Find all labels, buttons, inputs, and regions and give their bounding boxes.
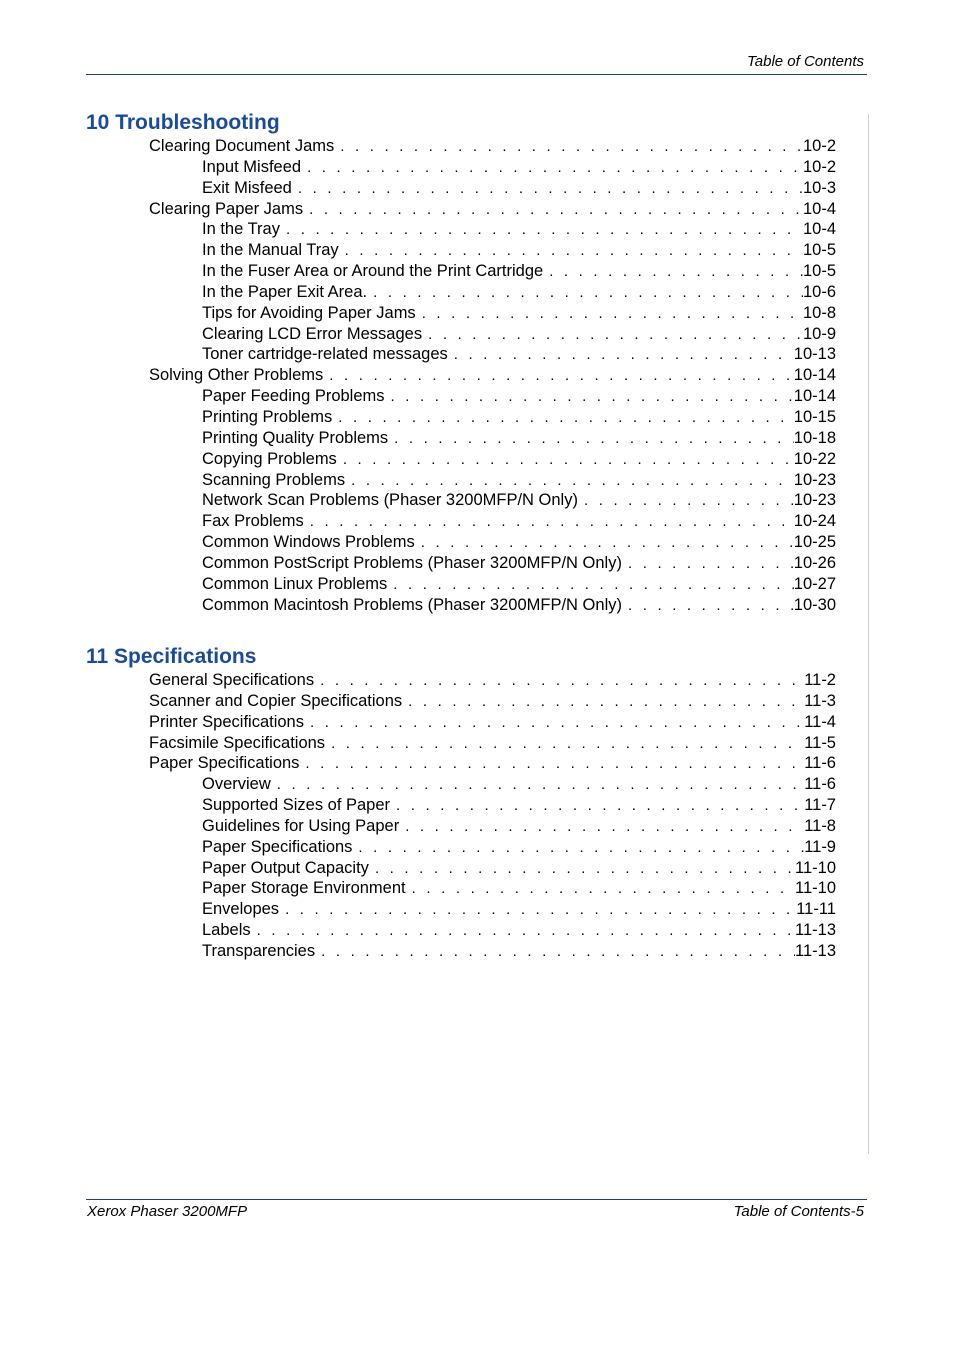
toc-entry-page: 10-22 xyxy=(793,449,836,468)
toc-entry-title: Scanner and Copier Specifications xyxy=(149,691,403,710)
toc-entry[interactable] xyxy=(86,712,836,733)
dot-leader xyxy=(391,387,794,408)
toc-entry-page: 11-13 xyxy=(795,921,836,940)
dot-leader xyxy=(412,879,795,900)
dot-leader xyxy=(422,304,803,325)
toc-entry-page: 10-18 xyxy=(793,428,836,447)
dot-leader xyxy=(345,241,803,262)
toc-entry[interactable] xyxy=(86,532,836,553)
toc-entry-page: 10-14 xyxy=(793,387,836,406)
toc-entry[interactable] xyxy=(86,941,836,962)
dot-leader xyxy=(343,450,794,471)
toc-entry[interactable] xyxy=(86,449,836,470)
toc-entry-page: 11-9 xyxy=(804,837,836,856)
toc-entry[interactable] xyxy=(86,178,836,199)
toc-entry-title: Input Misfeed xyxy=(202,157,302,176)
toc-entry-page: 10-23 xyxy=(793,491,836,510)
toc-entry[interactable] xyxy=(86,691,836,712)
toc-entry-title: Paper Feeding Problems xyxy=(202,387,385,406)
toc-entry-page: 11-13 xyxy=(795,941,836,960)
toc-entry-page: 10-4 xyxy=(802,220,836,239)
toc-entry-title: Common PostScript Problems (Phaser 3200MFP/N Only) xyxy=(202,553,622,572)
toc-entry-page: 10-24 xyxy=(793,512,836,531)
toc-entry-title: In the Tray xyxy=(202,220,280,239)
dot-leader xyxy=(628,596,794,617)
toc-entry-page: 10-30 xyxy=(793,595,836,614)
toc-entry[interactable] xyxy=(86,920,836,941)
toc-entry-page: 10-25 xyxy=(793,533,836,552)
toc-entry[interactable] xyxy=(86,816,836,837)
toc-entry-page: 11-3 xyxy=(804,691,836,710)
footer-page-number: Table of Contents-5 xyxy=(733,1203,864,1220)
toc-list xyxy=(86,670,836,962)
toc-entry-title: Common Linux Problems xyxy=(202,574,388,593)
toc-entry-page: 11-4 xyxy=(804,712,836,731)
toc-entry-page: 11-6 xyxy=(804,754,836,773)
toc-entry-title: Transparencies xyxy=(202,941,316,960)
dot-leader xyxy=(394,429,794,450)
toc-entry[interactable] xyxy=(86,595,836,616)
toc-entry[interactable] xyxy=(86,511,836,532)
toc-entry[interactable] xyxy=(86,261,836,282)
section-specifications xyxy=(86,644,836,962)
running-header: Table of Contents xyxy=(746,53,864,70)
toc-entry-title: Printing Quality Problems xyxy=(202,428,389,447)
toc-entry-title: In the Paper Exit Area. xyxy=(202,282,368,301)
dot-leader xyxy=(305,754,804,775)
dot-leader xyxy=(375,859,795,880)
dot-leader xyxy=(373,283,803,304)
toc-entry[interactable] xyxy=(86,282,836,303)
margin-rule xyxy=(868,114,869,1154)
dot-leader xyxy=(396,796,804,817)
toc-entry[interactable] xyxy=(86,407,836,428)
toc-entry-page: 10-9 xyxy=(802,324,836,343)
toc-entry[interactable] xyxy=(86,428,836,449)
dot-leader xyxy=(277,775,804,796)
toc-entry-title: Guidelines for Using Paper xyxy=(202,816,400,835)
toc-entry-title: Facsimile Specifications xyxy=(149,733,326,752)
toc-entry[interactable] xyxy=(86,753,836,774)
toc-entry-title: Printer Specifications xyxy=(149,712,304,731)
toc-entry-page: 10-26 xyxy=(793,553,836,572)
toc-entry[interactable] xyxy=(86,324,836,345)
dot-leader xyxy=(393,575,794,596)
toc-entry[interactable] xyxy=(86,899,836,920)
dot-leader xyxy=(549,262,803,283)
toc-entry-title: Common Windows Problems xyxy=(202,533,415,552)
dot-leader xyxy=(584,491,794,512)
toc-entry[interactable] xyxy=(86,574,836,595)
dot-leader xyxy=(351,471,794,492)
dot-leader xyxy=(338,408,794,429)
toc-entry[interactable] xyxy=(86,858,836,879)
toc-entry-page: 10-5 xyxy=(802,262,836,281)
toc-entry-title: Overview xyxy=(202,775,271,794)
header-divider xyxy=(86,74,867,75)
toc-entry-page: 11-10 xyxy=(795,879,836,898)
dot-leader xyxy=(628,554,794,575)
toc-entry[interactable] xyxy=(86,795,836,816)
toc-entry-page: 11-7 xyxy=(804,796,836,815)
toc-entry-page: 11-8 xyxy=(804,816,836,835)
toc-entry-page: 10-27 xyxy=(793,574,836,593)
toc-entry-page: 10-13 xyxy=(793,345,836,364)
toc-entry[interactable] xyxy=(86,199,836,220)
toc-entry[interactable] xyxy=(86,136,836,157)
toc-entry[interactable] xyxy=(86,774,836,795)
toc-entry-title: Paper Specifications xyxy=(149,754,300,773)
toc-entry-page: 10-2 xyxy=(802,157,836,176)
toc-entry-page: 11-2 xyxy=(804,671,836,689)
toc-entry-title: In the Manual Tray xyxy=(202,241,339,260)
toc-entry-title: Envelopes xyxy=(202,900,280,919)
dot-leader xyxy=(331,734,804,755)
toc-entry-page: 11-5 xyxy=(804,733,836,752)
toc-entry-page: 10-5 xyxy=(802,241,836,260)
dot-leader xyxy=(309,200,803,221)
dot-leader xyxy=(320,671,804,692)
toc-entry[interactable] xyxy=(86,837,836,858)
toc-entry-page: 10-15 xyxy=(793,407,836,426)
toc-entry-page: 10-4 xyxy=(802,199,836,218)
toc-entry-title: Paper Specifications xyxy=(202,837,353,856)
toc-entry[interactable] xyxy=(86,553,836,574)
toc-entry-title: General Specifications xyxy=(149,671,315,689)
toc-entry-title: Toner cartridge-related messages xyxy=(202,345,448,364)
dot-leader xyxy=(454,345,794,366)
toc-entry[interactable] xyxy=(86,219,836,240)
dot-leader xyxy=(358,838,804,859)
toc-entry[interactable] xyxy=(86,157,836,178)
toc-entry-title: Tips for Avoiding Paper Jams xyxy=(202,303,416,322)
dot-leader xyxy=(408,692,804,713)
toc-entry[interactable] xyxy=(86,670,836,691)
toc-entry-title: Labels xyxy=(202,921,251,940)
toc-entry-title: Clearing LCD Error Messages xyxy=(202,324,423,343)
dot-leader xyxy=(329,366,794,387)
toc-entry-page: 11-11 xyxy=(796,900,836,919)
toc-entry-title: Paper Storage Environment xyxy=(202,879,406,898)
toc-entry[interactable] xyxy=(86,470,836,491)
toc-entry-page: 10-3 xyxy=(802,178,836,197)
dot-leader xyxy=(286,220,803,241)
footer-product-name: Xerox Phaser 3200MFP xyxy=(87,1203,248,1220)
toc-entry-title: Copying Problems xyxy=(202,449,337,468)
toc-entry-page: 11-6 xyxy=(804,775,836,794)
toc-entry[interactable] xyxy=(86,344,836,365)
toc-list xyxy=(86,136,836,615)
toc-entry-page: 10-14 xyxy=(793,366,836,385)
toc-entry-title: In the Fuser Area or Around the Print Cartridge xyxy=(202,262,544,281)
toc-entry-page: 10-2 xyxy=(802,137,836,155)
toc-entry-title: Scanning Problems xyxy=(202,470,346,489)
toc-entry-page: 10-8 xyxy=(802,303,836,322)
toc-entry[interactable] xyxy=(86,878,836,899)
dot-leader xyxy=(285,900,796,921)
dot-leader xyxy=(405,817,804,838)
section-troubleshooting xyxy=(86,110,836,615)
toc-entry-page: 10-23 xyxy=(793,470,836,489)
toc-entry-title: Paper Output Capacity xyxy=(202,858,369,877)
footer-divider xyxy=(86,1199,867,1200)
toc-entry-title: Supported Sizes of Paper xyxy=(202,796,391,815)
dot-leader xyxy=(310,512,794,533)
toc-entry[interactable] xyxy=(86,365,836,386)
toc-entry-page: 11-10 xyxy=(795,858,836,877)
toc-entry-title: Common Macintosh Problems (Phaser 3200MFP/N Only) xyxy=(202,595,622,614)
toc-entry[interactable] xyxy=(86,733,836,754)
toc-entry-title: Exit Misfeed xyxy=(202,178,292,197)
toc-entry[interactable] xyxy=(86,386,836,407)
dot-leader xyxy=(421,533,794,554)
dot-leader xyxy=(321,942,795,963)
toc-entry-title: Printing Problems xyxy=(202,407,333,426)
toc-entry[interactable] xyxy=(86,240,836,261)
toc-entry-title: Network Scan Problems (Phaser 3200MFP/N Only) xyxy=(202,491,578,510)
toc-entry-title: Solving Other Problems xyxy=(149,366,324,385)
toc-entry-page: 10-6 xyxy=(802,282,836,301)
dot-leader xyxy=(428,325,803,346)
dot-leader xyxy=(298,179,803,200)
dot-leader xyxy=(257,921,795,942)
dot-leader xyxy=(310,713,804,734)
dot-leader xyxy=(307,158,803,179)
toc-entry[interactable] xyxy=(86,490,836,511)
toc-entry[interactable] xyxy=(86,303,836,324)
section-heading: 11 Specifications xyxy=(86,645,257,668)
toc-entry-title: Clearing Paper Jams xyxy=(149,199,304,218)
section-heading: 10 Troubleshooting xyxy=(86,111,280,134)
toc-entry-title: Clearing Document Jams xyxy=(149,137,335,155)
dot-leader xyxy=(340,137,803,158)
toc-entry-title: Fax Problems xyxy=(202,512,304,531)
